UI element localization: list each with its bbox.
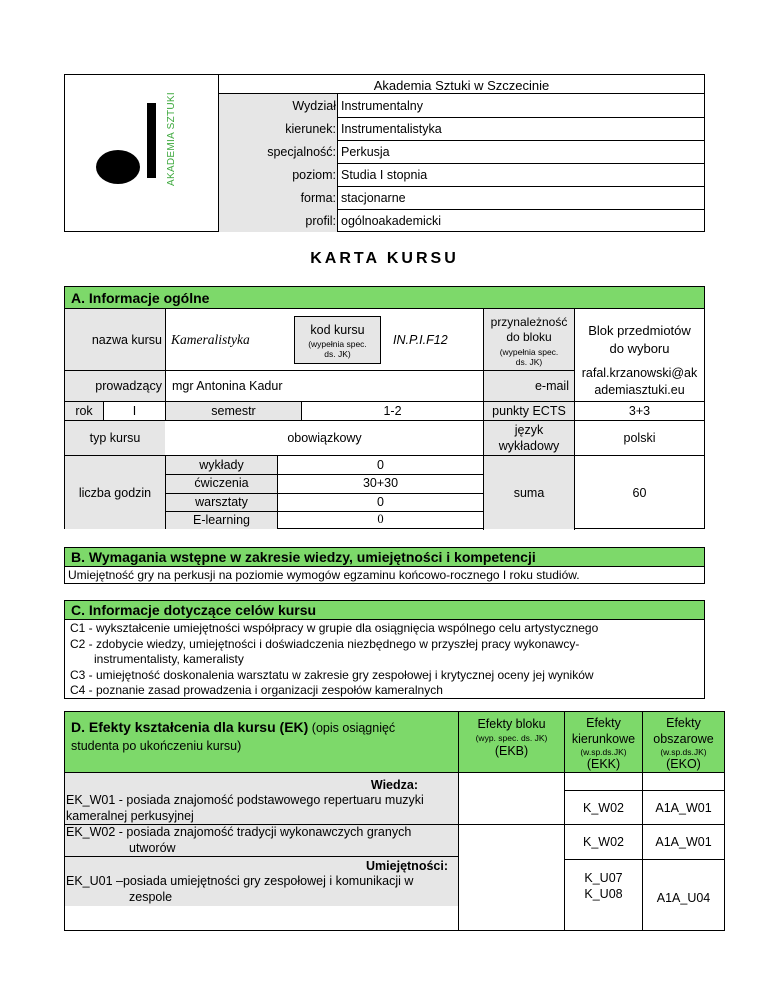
col-ekb-title: Efekty bloku: [477, 717, 546, 731]
ek-w02-line1: EK_W02 - posiada znajomość tradycji wykonawczych granych: [66, 825, 412, 839]
col-eko-title: Efekty obszarowe: [653, 716, 714, 746]
block-label-box: [484, 309, 574, 370]
course-code-label: kod kursu: [310, 323, 365, 337]
goal-c1: C1 - wykształcenie umiejętności współpracy w grupie dla osiągnięcia wspólnego celu artystycznego: [70, 621, 599, 635]
email-value: rafal.krzanowski@akademiasztuki.eu: [575, 362, 704, 402]
teacher-name: mgr Antonina Kadur: [172, 379, 283, 393]
col-ekb-header: [459, 712, 564, 772]
teacher-label: prowadzący: [65, 371, 165, 401]
header-label-2: specjalność:: [219, 140, 337, 163]
year-value: I: [132, 404, 137, 418]
section-b-heading: B. Wymagania wstępne w zakresie wiedzy, umiejętności i kompetencji: [64, 547, 705, 567]
col-ekk-header: [565, 712, 642, 772]
ek-u01-ekk-1: K_U07: [584, 871, 623, 885]
logo: [90, 95, 200, 195]
goal-c4: C4 - poznanie zasad prowadzenia i organizacji zespołów kameralnych: [70, 683, 443, 697]
course-code-note: (wypełnia spec. ds. JK): [308, 339, 367, 360]
block-label: przynależność do bloku: [490, 315, 568, 344]
ek-w01-eko: A1A_W01: [655, 801, 712, 815]
block-note: (wypełnia spec. ds. JK): [499, 347, 559, 368]
header-label-1: kierunek:: [219, 117, 337, 140]
logo-text: AKADEMIA SZTUKI: [166, 92, 177, 186]
ek-w02-line2: utworów: [129, 840, 176, 855]
header-label-0: Wydział: [219, 94, 337, 117]
hours-label: liczba godzin: [65, 456, 165, 529]
sum-value: 60: [632, 485, 647, 500]
col-ekk-code: (EKK): [586, 757, 621, 772]
hours-type-3: E-learning: [166, 511, 277, 529]
ek-w01: [65, 792, 458, 824]
skills-label: Umiejętności:: [65, 857, 458, 874]
col-ekb-code: (EKB): [494, 744, 529, 759]
hours-value-2: 0: [377, 494, 384, 509]
section-c-body: [64, 619, 705, 699]
section-d-heading: [65, 712, 458, 772]
col-ekk-note: (w.sp.ds.JK): [580, 747, 627, 758]
ek-w01-line1: EK_W01 - posiada znajomość podstawowego repertuaru muzyki: [66, 793, 424, 807]
hours-type-1: ćwiczenia: [166, 474, 277, 492]
ek-u01-line2: zespole: [129, 889, 173, 904]
semester-label: semestr: [166, 402, 301, 420]
block-value: Blok przedmiotów do wyboru: [588, 322, 691, 356]
ek-u01-ekk: [565, 870, 642, 930]
logo-note-icon: [90, 95, 200, 195]
language-value: polski: [623, 431, 656, 445]
ek-u01-ekk-2: K_U08: [584, 887, 623, 901]
knowledge-label: Wiedza:: [65, 773, 458, 792]
col-ekb-note: (wyp. spec. ds. JK): [475, 733, 548, 743]
ek-w02-ekk: K_W02: [583, 835, 624, 849]
hours-value-1: 30+30: [362, 476, 399, 491]
course-code: IN.P.I.F12: [393, 332, 448, 347]
header-label-5: profil:: [219, 209, 337, 232]
ek-u01-eko: A1A_U04: [656, 891, 711, 905]
page-title: KARTA KURSU: [310, 250, 459, 267]
goal-c2-cont: instrumentalisty, kameralisty: [94, 652, 244, 666]
header-value-5: ogólnoakademicki: [341, 213, 442, 228]
ek-u01: [65, 874, 458, 906]
col-ekk-title: Efekty kierunkowe: [571, 716, 636, 746]
hours-value-3: 0: [377, 512, 384, 527]
section-d-subtitle-2: studenta po ukończeniu kursu): [71, 739, 242, 753]
header-value-0: Instrumentalny: [341, 98, 423, 113]
type-label: typ kursu: [65, 421, 165, 455]
course-code-label-box: [294, 316, 381, 364]
language-label: język wykładowy: [484, 421, 574, 455]
course-name: Kameralistyka: [171, 331, 250, 347]
header-value-1: Instrumentalistyka: [341, 121, 442, 136]
hours-type-0: wykłady: [166, 456, 277, 474]
semester-value: 1-2: [383, 404, 402, 418]
email-label: e-mail: [484, 371, 574, 401]
header-label-3: poziom:: [219, 163, 337, 186]
ek-w02: [65, 825, 458, 856]
ek-u01-line1: EK_U01 –posiada umiejętności gry zespołowej i komunikacji w: [66, 874, 414, 888]
hours-value-0: 0: [377, 458, 384, 473]
ects-label: punkty ECTS: [484, 402, 574, 420]
sum-label: suma: [484, 456, 574, 529]
section-c-heading: C. Informacje dotyczące celów kursu: [64, 600, 705, 620]
section-b-text: Umiejętność gry na perkusji na poziomie wymogów egzaminu końcowo-rocznego I roku studiów.: [64, 566, 705, 584]
col-eko-header: [643, 712, 724, 772]
col-eko-code: (EKO): [666, 757, 701, 772]
col-eko-note: (w.sp.ds.JK): [660, 747, 707, 758]
ek-w01-line2: kameralnej perkusyjnej: [66, 809, 194, 823]
header-value-4: stacjonarne: [341, 190, 406, 205]
ek-w01-ekk: K_W02: [583, 801, 624, 815]
ects-value: 3+3: [628, 404, 651, 418]
ek-w02-eko: A1A_W01: [655, 835, 712, 849]
section-d-subtitle-1: (opis osiągnięć: [311, 721, 396, 735]
goal-c2: C2 - zdobycie wiedzy, umiejętności i doświadczenia niezbędnego w przyszłej pracy wykonawcy-: [70, 636, 580, 651]
institution-name: Akademia Sztuki w Szczecinie: [373, 77, 550, 93]
section-d-title: D. Efekty kształcenia dla kursu (EK): [71, 719, 309, 735]
course-name-label: nazwa kursu: [65, 309, 165, 370]
goal-c3: C3 - umiejętność doskonalenia warsztatu w zakresie gry zespołowej i krytycznej oceny jej wyników: [70, 667, 594, 682]
section-a-heading: A. Informacje ogólne: [64, 286, 705, 309]
year-label: rok: [65, 402, 103, 420]
hours-type-2: warsztaty: [166, 493, 277, 511]
header-label-4: forma:: [219, 186, 337, 209]
header-value-3: Studia I stopnia: [341, 167, 428, 182]
type-value: obowiązkowy: [287, 431, 362, 445]
header-value-2: Perkusja: [341, 144, 390, 159]
